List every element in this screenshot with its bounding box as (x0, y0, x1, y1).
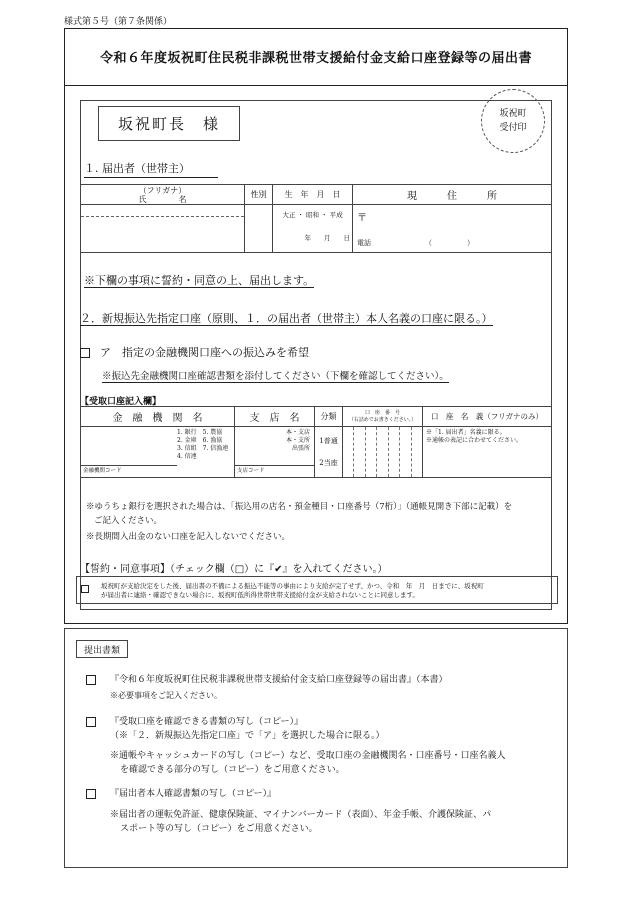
documents-label: 提出書類 (76, 640, 128, 658)
furigana-header: （フリガナ） (138, 185, 187, 195)
doc-item-2-checkbox[interactable] (86, 717, 96, 727)
type-ordinary: 1普通 (319, 437, 338, 445)
stamp-line2: 受付印 (499, 123, 527, 133)
doc-item-3-text: 『届出者本人確認書類の写し（コピー）』 (110, 789, 277, 799)
name-input-cell[interactable] (81, 205, 245, 253)
agreement-checkbox[interactable] (81, 585, 89, 593)
doc-item-1-note: ※必要事項をご記入ください。 (110, 691, 222, 700)
pledge-note: ※下欄の事項に誓約・同意の上、届出します。 (84, 274, 315, 287)
holder-header: 口 座 名 義（フリガナのみ） (423, 407, 552, 427)
holder-note1: ※「1. 届出者」名義に限る。 (426, 429, 506, 436)
applicant-table (80, 184, 552, 253)
yucho-note-block (86, 500, 556, 528)
doc-item-2-note: （※「２．新規振込先指定口座」で「ア」を選択した場合に限る。） (110, 731, 385, 741)
doc-item-3-detail2: スポート等の写し（コピー）をご用意ください。 (120, 824, 318, 834)
stamp-line1: 坂祝町 (499, 109, 527, 119)
gender-header: 性別 (245, 185, 273, 205)
holder-input-cell[interactable] (423, 427, 552, 478)
agreement-text1: 坂祝町が支給決定をした後、届出書の不備による振込不能等の事由により支給が完了せず、かつ、令和 年 月 日までに、坂祝町 (101, 582, 484, 590)
address-header: 現 住 所 (353, 185, 552, 205)
addressee-box: 坂祝町長 様 (98, 106, 240, 141)
branch-input-cell[interactable] (235, 427, 315, 478)
option-a-row[interactable] (80, 344, 309, 360)
account-table (80, 406, 552, 478)
agreement-text2: が届出者に連絡・確認できない場合に、坂祝町低所得世帯世帯支援給付金が支給されないことに同意します。 (101, 591, 419, 599)
phone-paren: （ ） (425, 239, 474, 247)
era-options: 大正 ・ 昭和 ・ 平成 (282, 211, 343, 219)
bank-type-list: 1. 銀行 5. 農協 2. 金庫 6. 漁協 3. 信組 7. 信漁連 4. 信連 (177, 429, 229, 460)
form-title: 令和６年度坂祝町住民税非課税世帯支援給付金支給口座登録等の届出書 (64, 28, 568, 86)
birth-ymd: 年 月 日 (304, 234, 350, 242)
agreement-title: 【誓約・同意事項】（チェック欄（□）に『✔』を入れてください。） (80, 564, 388, 575)
account-no-header (343, 407, 423, 427)
doc-item-2-detail1: ※通帳やキャッシュカードの写し（コピー）など、受取口座の金融機関名・口座番号・口座名義人 (110, 751, 506, 761)
doc-item-3-detail (110, 808, 555, 836)
branch-code-label: 支店コード (235, 465, 315, 477)
bank-header: 金 融 機 関 名 (81, 407, 235, 427)
yucho-note2: ご記入ください。 (94, 516, 163, 526)
doc-item-3-checkbox[interactable] (86, 789, 96, 799)
account-no-label: 口 座 番 号 (364, 409, 400, 416)
dormant-note: ※長期間入出金のない口座を記入しないでください。 (86, 532, 291, 542)
agreement-box (76, 576, 558, 604)
doc-item-1[interactable] (86, 672, 448, 685)
form-number: 様式第５号（第７条関係） (64, 17, 173, 27)
doc-item-2[interactable] (86, 714, 303, 727)
doc-item-3-detail1: ※届出者の運転免許証、健康保険証、マイナンバーカード（表面）、年金手帳、介護保険証、パ (110, 810, 492, 820)
address-input-cell[interactable] (353, 205, 552, 253)
name-header (81, 185, 245, 205)
doc-item-2-detail (110, 749, 555, 777)
section2-title: ２．新規振込先指定口座（原則、１．の届出者（世帯主）本人名義の口座に限る。） (80, 312, 493, 325)
postal-mark: 〒 (357, 213, 367, 224)
branch-type-list: 本・支店 本・支所 出張所 (285, 429, 310, 452)
type-input-cell[interactable] (315, 427, 343, 478)
section1-title: １. 届出者（世帯主） (84, 160, 218, 178)
option-a-label: ア 指定の金融機関口座への振込みを希望 (100, 346, 309, 359)
birth-input-cell[interactable] (273, 205, 353, 253)
account-no-input-cell[interactable] (343, 427, 423, 478)
name-label: 氏 名 (138, 194, 187, 204)
gender-input-cell[interactable] (245, 205, 273, 253)
doc-item-1-checkbox[interactable] (86, 675, 96, 685)
type-header: 分類 (315, 407, 343, 427)
doc-item-3[interactable] (86, 786, 276, 799)
doc-item-2-text: 『受取口座を確認できる書類の写し（コピー）』 (110, 717, 304, 727)
account-no-sub: （右詰めでお書きください。） (348, 416, 417, 423)
reception-stamp (481, 89, 545, 153)
type-current: 2当座 (319, 459, 338, 467)
bank-input-cell[interactable] (81, 427, 235, 478)
branch-header: 支 店 名 (235, 407, 315, 427)
bank-code-label: 金融機関コード (81, 465, 177, 477)
attach-note: ※振込先金融機関口座確認書類を添付してください（下欄を確認してください）。 (102, 371, 449, 382)
doc-item-1-text: 『令和６年度坂祝町住民税非課税世帯支援給付金支給口座登録等の届出書』（本書） (110, 675, 448, 685)
holder-note2: ※通帳の表記に合わせてください。 (426, 437, 523, 444)
doc-item-2-detail2: を確認できる部分の写し（コピー）をご用意ください。 (120, 765, 345, 775)
phone-label: 電話 (357, 239, 371, 247)
option-a-checkbox[interactable] (80, 348, 90, 358)
account-table-label: 【受取口座記入欄】 (80, 397, 162, 407)
birth-header: 生 年 月 日 (273, 185, 353, 205)
yucho-note: ※ゆうちょ銀行を選択された場合は、「振込用の店名・預金種目・口座番号（7桁）」（通帳見開き下部に記載）を (86, 502, 513, 512)
